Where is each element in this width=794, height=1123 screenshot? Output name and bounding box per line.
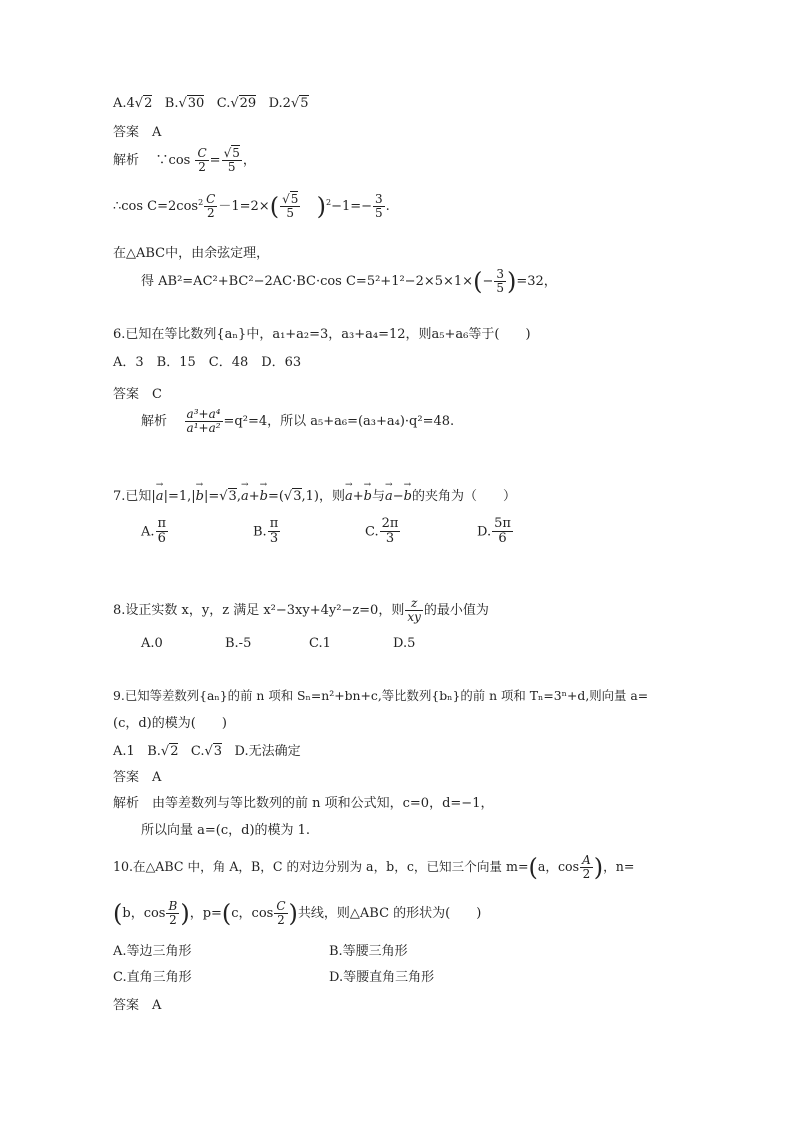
q10-stem-line2: (b，cos $\frac{B}{2}$ )，p=(c，cos $\frac{C}{2}$ )共线，则△ABC 的形状为( ) xyxy=(113,899,482,928)
q9-option-a: A.1 xyxy=(113,744,135,759)
q5-analysis-line1: 解析 ∵cos $\frac{C}{2}$ = $\frac{√5}{5}$ ， xyxy=(113,146,256,175)
q5-option-d: D.2 xyxy=(268,96,291,111)
q5-option-c: C. xyxy=(216,96,231,111)
q5-answer: 答案 A xyxy=(113,125,162,140)
q6-answer: 答案 C xyxy=(113,387,162,402)
q9-analysis-line2: 所以向量 a=(c，d)的模为 1. xyxy=(141,823,311,838)
q6-stem: 6.已知在等比数列{aₙ}中，a₁+a₂=3，a₃+a₄=12，则a₅+a₆等于( ) xyxy=(113,327,531,342)
q9-stem-line2: (c，d)的模为( ) xyxy=(113,716,227,731)
q9-stem-line1: 9.已知等差数列{aₙ}的前 n 项和 Sₙ=n²+bn+c,等比数列{bₙ}的前 n 项和 Tₙ=3ⁿ+d,则向量 a= xyxy=(113,688,649,703)
q7-option-c: C. $\frac{2\pi}{3}$ xyxy=(365,516,399,547)
q10-answer: 答案 A xyxy=(113,998,162,1013)
q8-option-c: C.1 xyxy=(309,636,331,651)
q10-option-c: C.直角三角形 xyxy=(113,970,192,985)
q5-options-line: A.4√2 B.√30 C.√29 D.2√5 xyxy=(113,96,309,111)
q10-option-b: B.等腰三角形 xyxy=(329,944,408,959)
q9-options: A.1 B.√2 C.√3 D.无法确定 xyxy=(113,744,301,759)
q6-options: A．3 B．15 C．48 D．63 xyxy=(113,355,302,370)
q8-option-d: D.5 xyxy=(393,636,416,651)
q5-analysis-line4: 得 AB²=AC²+BC²−2AC·BC·cos C=5²+1²−2×5×1×(− $\frac{3}{5}$ )=32， xyxy=(141,267,557,296)
q5-frac-c-over-2: $\frac{C}{2}$ xyxy=(197,146,207,175)
q7-stem: 7.已知|→ a|=1,|→ b|=√3,→ a+→ b=(√3,1)，则→ a+→ b与→ a−→ b的夹角为（ ） xyxy=(113,485,516,504)
q7-option-b: B. $\frac{\pi}{3}$ xyxy=(253,516,279,547)
q9-option-b: B. xyxy=(147,744,161,759)
q8-option-a: A.0 xyxy=(141,636,163,651)
q6-analysis: 解析 $\frac{\text{a³+a⁴}}{\text{a¹+a²}}$ =q²=4，所以 a₅+a₆=(a₃+a₄)·q²=48. xyxy=(141,407,455,436)
q10-option-d: D.等腰直角三角形 xyxy=(329,970,435,985)
q7-option-a: A. $\frac{\pi}{6}$ xyxy=(141,516,167,547)
q5-frac-root5-over-5: $\frac{√5}{5}$ xyxy=(223,146,240,175)
q9-option-c: C. xyxy=(190,744,205,759)
q8-option-b: B.-5 xyxy=(225,636,252,651)
q5-analysis-line3: 在△ABC中，由余弦定理， xyxy=(113,246,270,261)
q9-option-d: D.无法确定 xyxy=(234,744,301,759)
q10-stem-line1: 10.在△ABC 中，角 A，B，C 的对边分别为 a，b，c，已知三个向量 m=(a，cos $\frac{A}{2}$ )，n= xyxy=(113,853,635,882)
q8-stem: 8.设正实数 x，y，z 满足 x²−3xy+4y²−z=0，则 $\frac{z}{xy}$ 的最小值为 xyxy=(113,596,489,625)
q9-answer: 答案 A xyxy=(113,770,162,785)
q5-option-a: A.4 xyxy=(113,96,135,111)
q5-option-b: B. xyxy=(164,96,179,111)
q5-analysis-line2: ∴cos $C=2\cos^2$ $\frac{C}{2}$ －1=2×( $\frac{√5}{5}$ )$^2$−1=− $\frac{3}{5}$ . xyxy=(113,192,390,221)
q7-option-d: D. $\frac{5\pi}{6}$ xyxy=(477,516,511,547)
q10-option-a: A.等边三角形 xyxy=(113,944,192,959)
q9-analysis-line1: 解析 由等差数列与等比数列的前 n 项和公式知，c=0，d=−1， xyxy=(113,796,494,811)
